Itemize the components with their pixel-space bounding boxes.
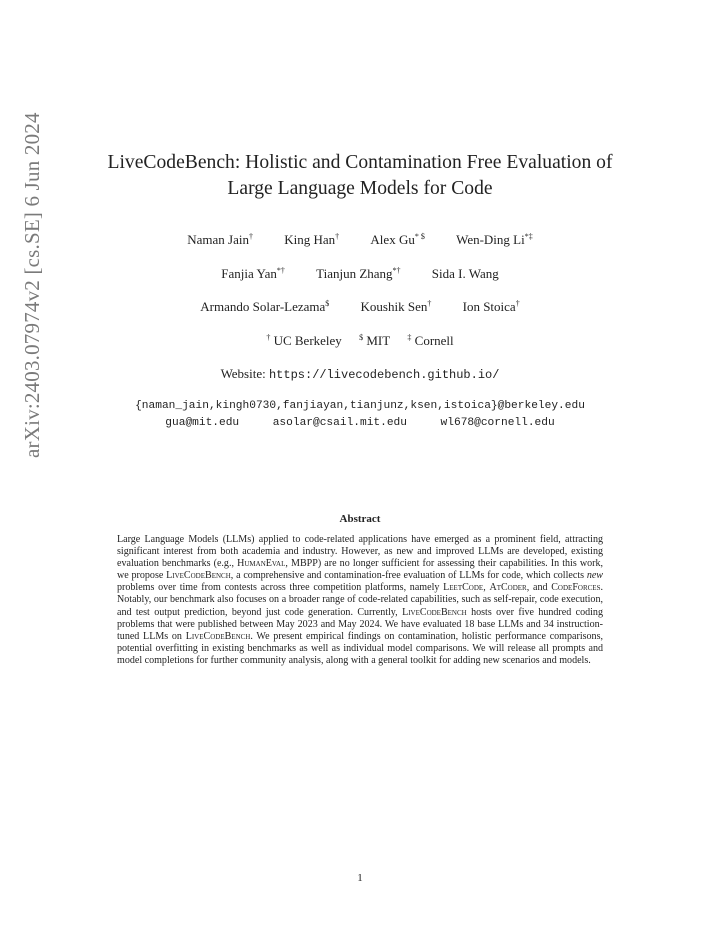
paper-title — [0, 150, 720, 202]
leetcode-name: LeetCode — [443, 582, 484, 594]
affiliation: $ MIT — [359, 333, 391, 348]
humaneval-name: HumanEval — [237, 558, 286, 570]
livecodebench-name: LiveCodeBench — [185, 630, 251, 642]
author: Wen-Ding Li*‡ — [456, 232, 533, 247]
author: Koushik Sen† — [360, 299, 432, 314]
affiliation: ‡ Cornell — [407, 333, 454, 348]
abstract-heading: Abstract — [339, 513, 381, 525]
email-line-1: {naman_jain,kingh0730,fanjiayan,tianjunz,ksen,istoica}@berkeley.edu — [135, 400, 585, 412]
abstract-body: Large Language Models (LLMs) applied to code-related applications have emerged as a prominent field, attracting significant interest from both academia and industry. However, as new and improved LLMs are developed, existing evaluation benchmarks (e.g., HumanEval, MBPP) are no longer sufficient for assessing their capabilities. In this work, we propose LiveCodeBench, a comprehensive and contamination-free evaluation of LLMs for code, which collects new problems over time from contests across three competition platforms, namely LeetCode, AtCoder, and CodeForces. Notably, our benchmark also focuses on a broader range of code-related capabilities, such as self-repair, code execution, and test output prediction, beyond just code generation. Currently, LiveCodeBench hosts over five hundred coding problems that were published between May 2023 and May 2024. We have evaluated 18 base LLMs and 34 instruction-tuned LLMs on LiveCodeBench. We present empirical findings on contamination, holistic performance comparisons, potential overfitting in existing benchmarks as well as individual model comparisons. We will release all prompts and model completions for further community analysis, along with a general toolkit for adding new scenarios and models. — [117, 534, 604, 666]
atcoder-name: AtCoder — [489, 582, 527, 594]
author: Tianjun Zhang*† — [316, 266, 401, 281]
affiliations — [0, 333, 720, 349]
email-line-2: gua@mit.edu asolar@csail.mit.edu wl678@cornell.edu — [165, 417, 555, 429]
author: Ion Stoica† — [462, 299, 520, 314]
title-line-2: Large Language Models for Code — [227, 178, 493, 199]
website-link[interactable]: https://livecodebench.github.io/ — [268, 368, 500, 382]
author: Naman Jain† — [187, 232, 253, 247]
author: King Han† — [284, 232, 340, 247]
author: Fanjia Yan*† — [221, 266, 285, 281]
author-row-1 — [0, 232, 720, 248]
website-line — [0, 366, 720, 382]
livecodebench-name: LiveCodeBench — [166, 570, 231, 582]
affiliation: † UC Berkeley — [266, 333, 342, 348]
page-number: 1 — [357, 872, 363, 884]
author-row-2 — [0, 266, 720, 282]
arxiv-sidebar-stamp: arXiv:2403.07974v2 [cs.SE] 6 Jun 2024 — [20, 112, 44, 458]
codeforces-name: CodeForces — [551, 582, 601, 594]
author: Alex Gu* $ — [370, 232, 425, 247]
author-row-3 — [0, 299, 720, 315]
title-line-1: LiveCodeBench: Holistic and Contamination Free Evaluation of — [107, 152, 613, 173]
livecodebench-name: LiveCodeBench — [402, 606, 467, 618]
emphasis-new: new — [586, 570, 603, 582]
author: Armando Solar-Lezama$ — [200, 299, 330, 314]
website-label: Website: — [220, 366, 266, 381]
author: Sida I. Wang — [431, 266, 499, 281]
